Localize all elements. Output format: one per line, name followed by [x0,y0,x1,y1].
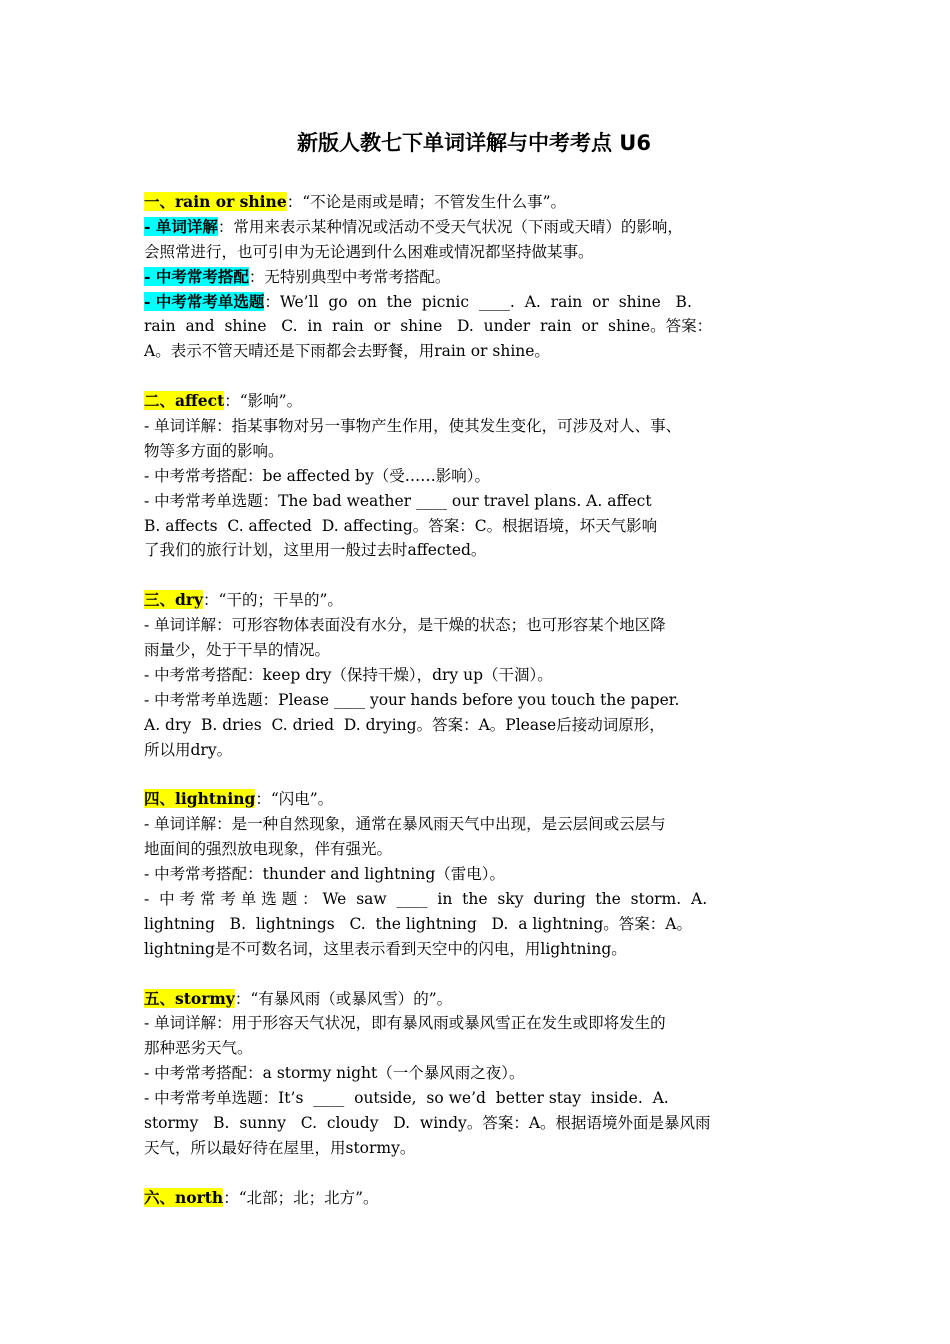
entry-line-text: rain and shine C. in rain or shine D. under rain or shine。答案： [144,317,713,336]
entry-word: 二、affect [144,391,225,411]
entry-meaning: ：“闪电”。 [255,790,334,809]
entry-line-text: 物等多方面的影响。 [144,441,284,460]
entry-heading [144,389,824,414]
entry-line-text: B. affects C. affected D. affecting。答案：C。根据语境，坏天气影响 [144,516,658,535]
vocabulary-entry [144,389,824,563]
entry-line [144,514,824,539]
entry-meaning: ：“有暴风雨（或暴风雪）的”。 [234,989,453,1008]
entry-line-text: 所以用dry。 [144,740,233,759]
entry-line-text: - 中考常考搭配：a stormy night（一个暴风雨之夜）。 [144,1064,525,1083]
entry-line [144,937,824,962]
entry-meaning: ：“干的；干旱的”。 [203,591,343,610]
entry-line [144,1111,824,1136]
entry-line [144,464,824,489]
entry-line-text: ：We’ll go on the picnic ____. A. rain or shine B. [264,292,692,311]
entry-line-text: lightning是不可数名词，这里表示看到天空中的闪电，用lightning。 [144,939,627,958]
entry-line [144,1136,824,1161]
entry-heading [144,588,824,613]
entry-line-text: 天气，所以最好待在屋里，用stormy。 [144,1138,416,1157]
entry-line-text: - 中 考 常 考 单 选 题 ： We saw ____ in the sky during the storm. A. [144,889,708,908]
entry-line-text: A。表示不管天晴还是下雨都会去野餐，用rain or shine。 [144,342,550,361]
entry-line-label: - 中考常考单选题 [144,291,265,311]
entry-line-text: 那种恶劣天气。 [144,1039,253,1058]
entry-meaning: ：“影响”。 [224,392,303,411]
entry-line [144,314,824,339]
entry-line-label: - 中考常考搭配 [144,266,249,286]
entry-line [144,1036,824,1061]
entry-line [144,862,824,887]
entry-line [144,489,824,514]
entry-line [144,215,824,240]
entry-line-text: - 单词详解：指某事物对另一事物产生作用，使其发生变化，可涉及对人、事、 [144,417,682,436]
entry-heading [144,787,824,812]
entry-line-text: 会照常进行，也可引申为无论遇到什么困难或情况都坚持做某事。 [144,242,594,261]
entry-line [144,688,824,713]
entry-line-text: - 单词详解：可形容物体表面没有水分，是干燥的状态；也可形容某个地区降 [144,616,666,635]
entry-meaning: ：“北部；北；北方”。 [223,1188,379,1207]
entry-line [144,912,824,937]
entry-line [144,837,824,862]
entry-line [144,1011,824,1036]
entry-line [144,538,824,563]
entry-line-text: 雨量少，处于干旱的情况。 [144,641,331,660]
vocabulary-entry [144,787,824,961]
entry-line-text: 地面间的强烈放电现象，伴有强光。 [144,840,393,859]
vocabulary-entry [144,1186,824,1211]
entry-line-text: ：常用来表示某种情况或活动不受天气状况（下雨或天晴）的影响， [217,217,683,236]
entry-line [144,812,824,837]
entry-line [144,1086,824,1111]
entry-meaning: ：“不论是雨或是晴；不管发生什么事”。 [286,193,567,211]
entry-line [144,738,824,763]
entry-line-text: - 单词详解：是一种自然现象，通常在暴风雨天气中出现，是云层间或云层与 [144,815,666,834]
entry-line-text: - 单词详解：用于形容天气状况，即有暴风雨或暴风雪正在发生或即将发生的 [144,1014,666,1033]
entry-word: 六、north [144,1187,224,1207]
entry-line-text: - 中考常考搭配：thunder and lightning（雷电）。 [144,865,505,884]
entry-line [144,339,824,364]
entry-line [144,414,824,439]
vocabulary-entry [144,190,824,364]
entry-word: 四、lightning [144,789,256,809]
entry-line-label: - 单词详解 [144,216,218,236]
entry-line-text: - 中考常考单选题：Please ____ your hands before you touch the paper. [144,690,680,709]
entry-word: 五、stormy [144,988,235,1008]
entry-line [144,265,824,290]
entry-line [144,240,824,265]
entry-word: 一、rain or shine [144,192,287,211]
entry-heading [144,1186,824,1211]
entry-line [144,290,824,315]
entry-line-text: lightning B. lightnings C. the lightning D. a lightning。答案：A。 [144,914,692,933]
entry-line-text: - 中考常考单选题：The bad weather ____ our travel plans. A. affect [144,491,652,510]
entry-heading [144,987,824,1012]
entry-line-text: - 中考常考搭配：keep dry（保持干燥），dry up（干涸）。 [144,665,553,684]
entry-line [144,613,824,638]
vocabulary-entries [144,190,824,1235]
entry-line-text: stormy B. sunny C. cloudy D. windy。答案：A。根据语境外面是暴风雨 [144,1113,711,1132]
entry-line-text: 了我们的旅行计划，这里用一般过去时affected。 [144,541,487,560]
entry-heading [144,190,824,215]
document-title: 新版人教七下单词详解与中考考点 U6 [297,131,651,155]
entry-line-text: ：无特别典型中考常考搭配。 [248,267,451,286]
entry-line-text: A. dry B. dries C. dried D. drying。答案：A。Please后接动词原形， [144,715,665,734]
entry-line-text: - 中考常考搭配：be affected by（受……影响）。 [144,466,490,485]
entry-line [144,663,824,688]
entry-line [144,439,824,464]
entry-line [144,887,824,912]
vocabulary-entry [144,588,824,762]
entry-line [144,638,824,663]
entry-line [144,713,824,738]
entry-word: 三、dry [144,590,204,610]
entry-line [144,1061,824,1086]
entry-line-text: - 中考常考单选题：It’s ____ outside, so we’d better stay inside. A. [144,1089,669,1108]
vocabulary-entry [144,987,824,1161]
